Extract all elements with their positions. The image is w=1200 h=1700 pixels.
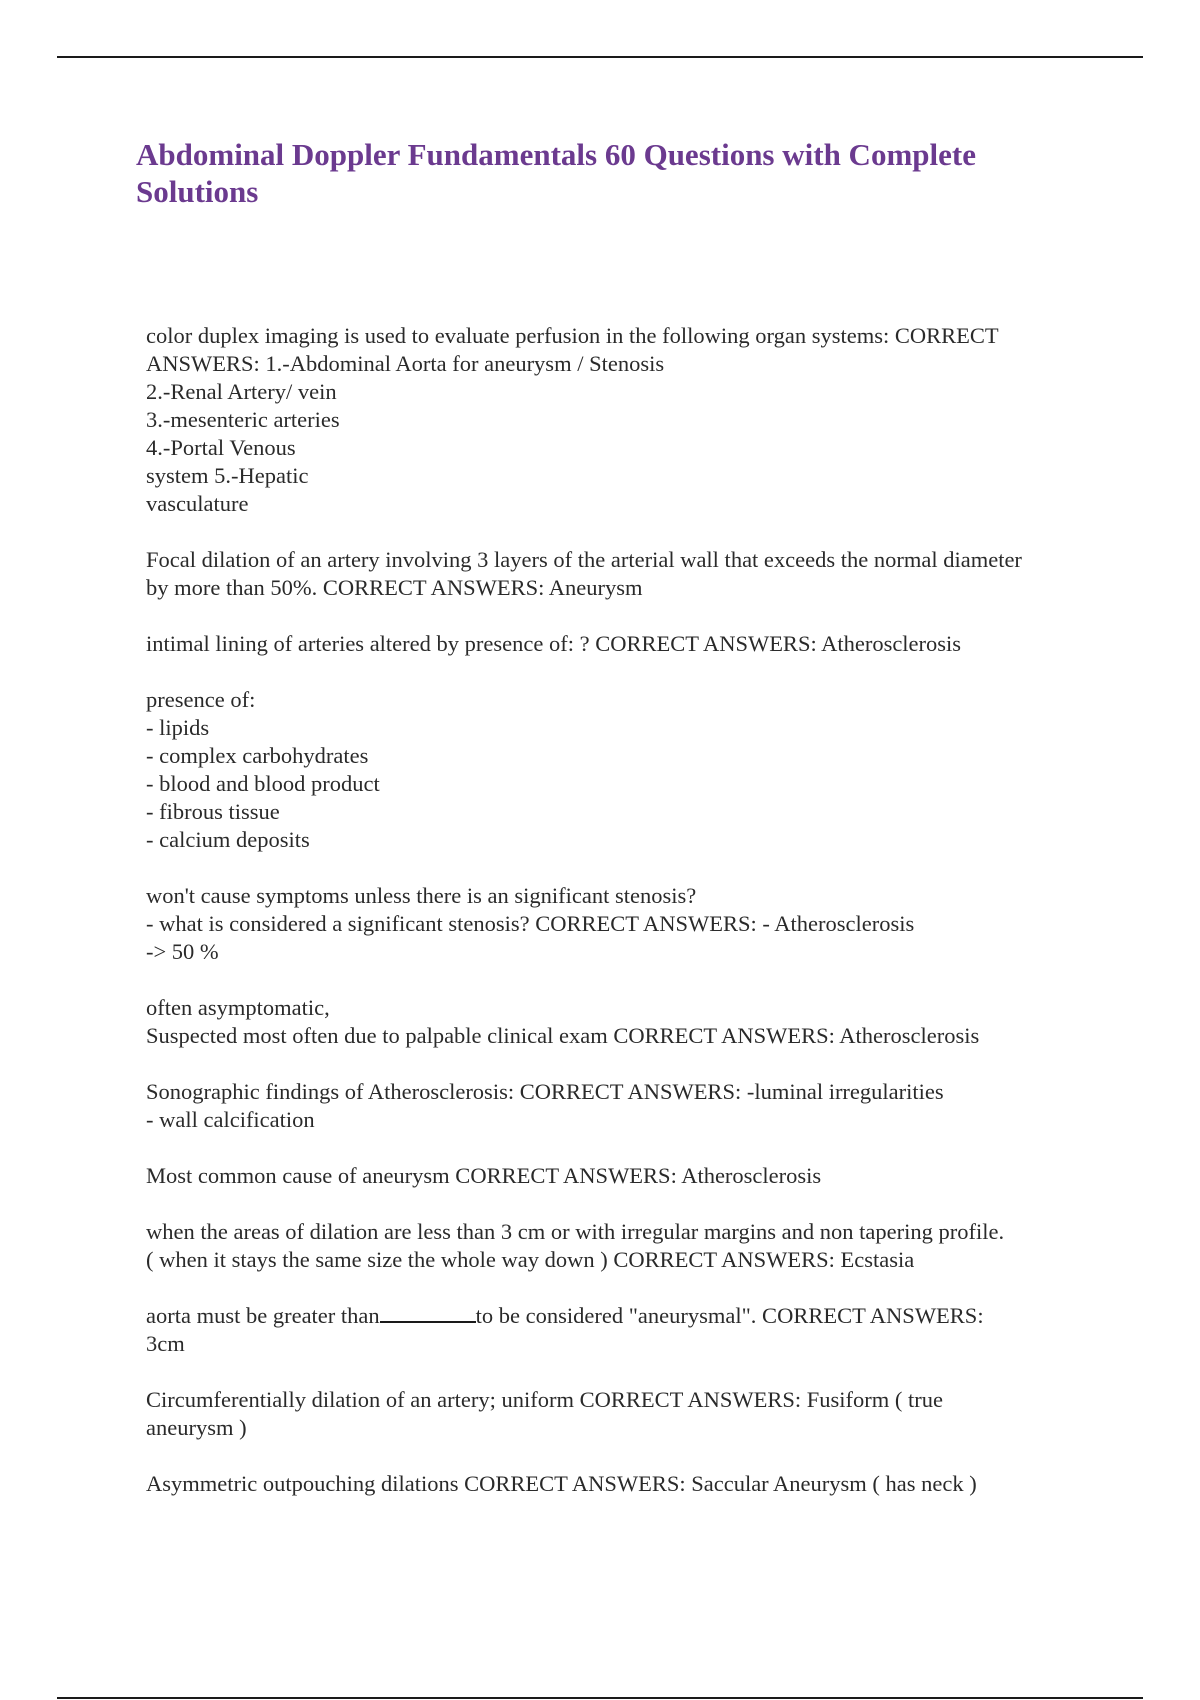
- qa-entry: [146, 1078, 1096, 1134]
- text-line: Sonographic findings of Atherosclerosis: CORRECT ANSWERS: -luminal irregularities: [146, 1079, 944, 1104]
- text-line: ANSWERS: 1.-Abdominal Aorta for aneurysm / Stenosis: [146, 351, 665, 376]
- text-line: Most common cause of aneurysm CORRECT ANSWERS: Atherosclerosis: [146, 1163, 822, 1188]
- qa-entry: [146, 322, 1096, 518]
- qa-entry: [146, 1162, 1096, 1190]
- qa-entry: [146, 1218, 1096, 1274]
- blank-question-answer: 3cm: [146, 1331, 185, 1356]
- qa-entry: [146, 686, 1096, 854]
- text-line: presence of:: [146, 687, 256, 712]
- header-rule: [57, 56, 1143, 58]
- qa-entry: [146, 1386, 1096, 1442]
- text-line: -> 50 %: [146, 939, 219, 964]
- text-line: by more than 50%. CORRECT ANSWERS: Aneurysm: [146, 575, 643, 600]
- qa-entry: [146, 630, 1096, 658]
- blank-question-after: to be considered "aneurysmal". CORRECT ANSWERS:: [475, 1303, 984, 1328]
- text-line: intimal lining of arteries altered by presence of: ? CORRECT ANSWERS: Atherosclerosis: [146, 631, 962, 656]
- text-line: often asymptomatic,: [146, 995, 330, 1020]
- blank-question-before: aorta must be greater than: [146, 1303, 380, 1328]
- document-title: Abdominal Doppler Fundamentals 60 Questions with Complete Solutions: [136, 137, 976, 209]
- document-body: [146, 322, 1096, 1526]
- text-line: 4.-Portal Venous: [146, 435, 296, 460]
- text-line: Focal dilation of an artery involving 3 layers of the arterial wall that exceeds the normal diameter: [146, 547, 1022, 572]
- text-line: - calcium deposits: [146, 827, 310, 852]
- text-line: - fibrous tissue: [146, 799, 280, 824]
- text-line: won't cause symptoms unless there is an significant stenosis?: [146, 883, 697, 908]
- qa-entry-fill-blank: [146, 1302, 1096, 1358]
- qa-entry: [146, 994, 1096, 1050]
- text-line: [146, 1302, 1096, 1330]
- qa-entry: [146, 1470, 1096, 1498]
- fill-in-blank-line: [380, 1303, 476, 1323]
- text-line: 2.-Renal Artery/ vein: [146, 379, 337, 404]
- text-line: vasculature: [146, 491, 249, 516]
- text-line: - complex carbohydrates: [146, 743, 369, 768]
- text-line: when the areas of dilation are less than 3 cm or with irregular margins and non tapering profile.: [146, 1219, 1005, 1244]
- text-line: 3.-mesenteric arteries: [146, 407, 340, 432]
- text-line: aneurysm ): [146, 1415, 247, 1440]
- text-line: Suspected most often due to palpable clinical exam CORRECT ANSWERS: Atherosclerosis: [146, 1023, 980, 1048]
- text-line: - wall calcification: [146, 1107, 315, 1132]
- text-line: ( when it stays the same size the whole way down ) CORRECT ANSWERS: Ecstasia: [146, 1247, 915, 1272]
- qa-entry: [146, 882, 1096, 966]
- text-line: - what is considered a significant stenosis? CORRECT ANSWERS: - Atherosclerosis: [146, 911, 915, 936]
- text-line: color duplex imaging is used to evaluate perfusion in the following organ systems: CORRECT: [146, 323, 999, 348]
- text-line: - lipids: [146, 715, 210, 740]
- footer-rule: [57, 1697, 1143, 1699]
- qa-entry: [146, 546, 1096, 602]
- text-line: Asymmetric outpouching dilations CORRECT ANSWERS: Saccular Aneurysm ( has neck ): [146, 1471, 977, 1496]
- text-line: - blood and blood product: [146, 771, 380, 796]
- text-line: Circumferentially dilation of an artery; uniform CORRECT ANSWERS: Fusiform ( true: [146, 1387, 943, 1412]
- text-line: system 5.-Hepatic: [146, 463, 309, 488]
